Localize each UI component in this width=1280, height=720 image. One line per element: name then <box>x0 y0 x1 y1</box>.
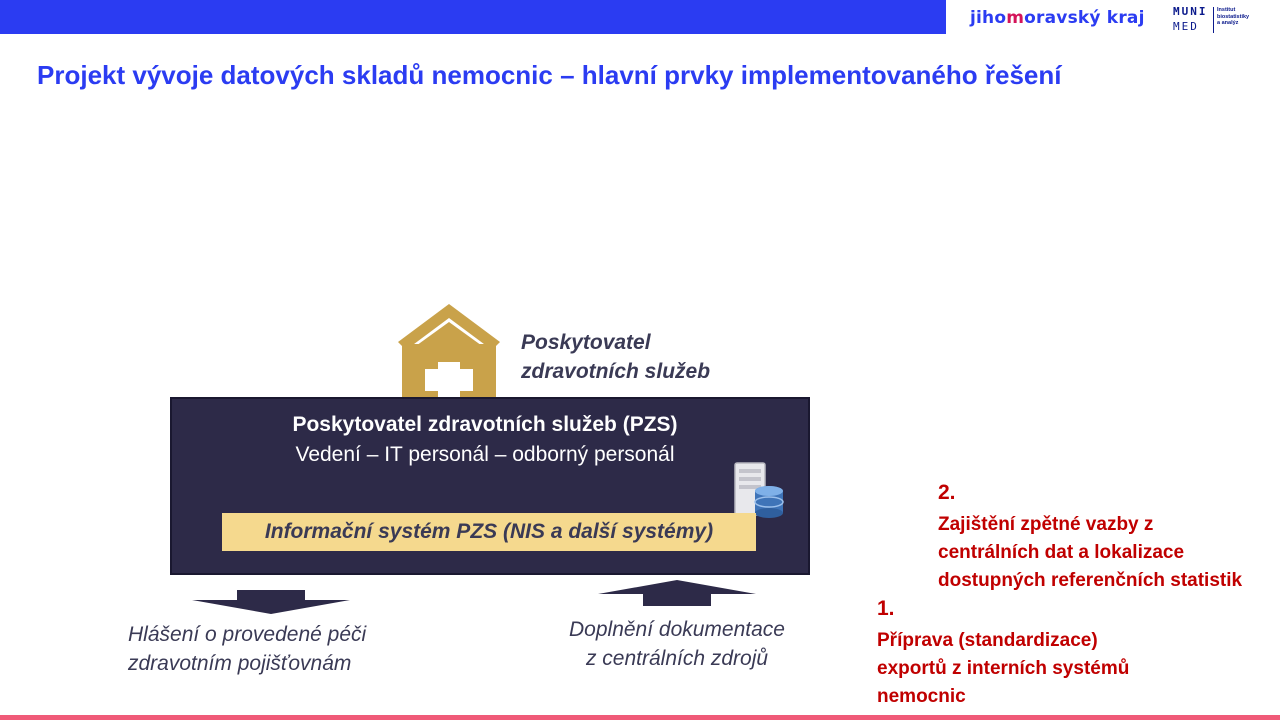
logo-muni-inst-2: biostatistiky <box>1217 13 1250 20</box>
point1-line2: exportů z interních systémů <box>877 658 1130 679</box>
right-caption <box>540 615 814 673</box>
point1-text <box>877 627 1129 711</box>
pzs-subtitle: Vedení – IT personál – odborný personál <box>295 443 675 466</box>
logo-muni-line2: MED <box>1173 20 1199 33</box>
jihomoravsky-kraj-logo <box>970 8 1145 28</box>
logo-jmk-text-mark: m <box>1006 8 1025 28</box>
point2-number: 2. <box>938 481 956 504</box>
arrow-down-icon <box>192 590 350 614</box>
logo-muni-separator <box>1213 7 1214 33</box>
hospital-house-icon <box>394 302 504 408</box>
logo-jmk-text-post: oravský kraj <box>1024 8 1145 28</box>
provider-label <box>521 328 710 386</box>
point2-text <box>938 511 1242 595</box>
point1-line1: Příprava (standardizace) <box>877 630 1098 651</box>
logo-muni-line1: MUNI <box>1173 5 1208 18</box>
point2-line2: centrálních dat a lokalizace <box>938 542 1185 563</box>
database-server-icon <box>733 461 785 521</box>
point2-line3: dostupných referenčních statistik <box>938 570 1243 591</box>
top-accent-bar <box>0 0 946 34</box>
logo-jmk-text-pre: jiho <box>970 8 1007 28</box>
slide-title: Projekt vývoje datových skladů nemocnic – hlavní prvky implementovaného řešení <box>37 60 1062 90</box>
logo-muni-inst-1: Institut <box>1217 7 1236 13</box>
left-caption-line2: zdravotním pojišťovnám <box>128 652 352 675</box>
point1-line3: nemocnic <box>877 686 966 707</box>
bottom-accent-line <box>0 715 1280 720</box>
point2-line1: Zajištění zpětné vazby z <box>938 514 1154 535</box>
left-caption-line1: Hlášení o provedené péči <box>128 623 367 646</box>
muni-med-logo <box>1173 6 1253 36</box>
provider-label-line1: Poskytovatel <box>521 331 651 354</box>
logo-muni-institute <box>1217 7 1253 27</box>
right-caption-line1: Doplnění dokumentace <box>569 618 785 641</box>
left-caption <box>128 620 366 678</box>
point1-number: 1. <box>877 597 895 620</box>
logo-muni-inst-3: a analýz <box>1217 20 1239 26</box>
right-caption-line2: z centrálních zdrojů <box>585 647 769 670</box>
pzs-box <box>170 397 810 575</box>
provider-label-line2: zdravotních služeb <box>521 360 711 383</box>
information-system-bar: Informační systém PZS (NIS a další systémy) <box>222 513 756 551</box>
arrow-up-icon <box>598 580 756 606</box>
pzs-title: Poskytovatel zdravotních služeb (PZS) <box>292 413 678 436</box>
